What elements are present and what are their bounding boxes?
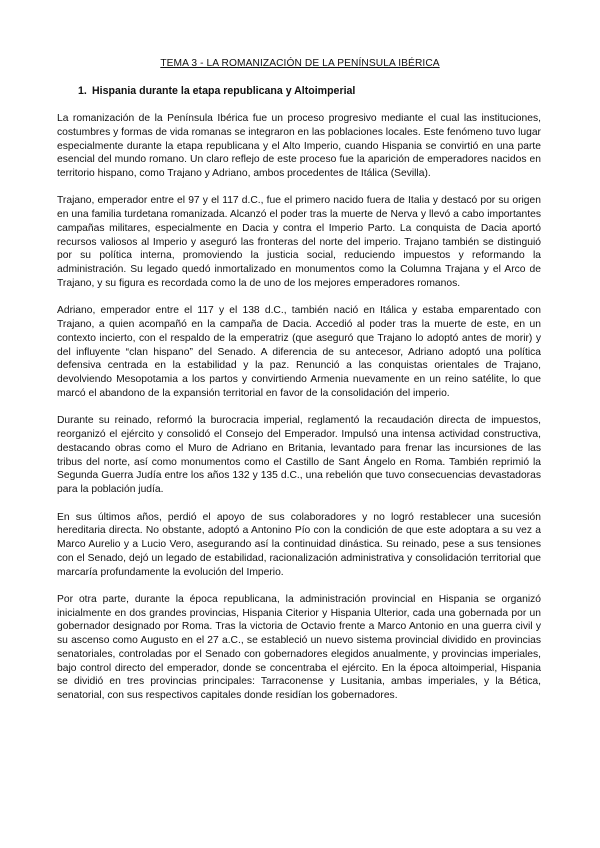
section-heading-text: Hispania durante la etapa republicana y Altoimperial [92,85,356,97]
paragraph-reinado: Durante su reinado, reformó la burocracia imperial, reglamentó la recaudación directa de impuestos, reorganizó el ejército y consolidó el Consejo del Emperador. Impulsó una intensa actividad constructiva, destacando obras como el Muro de Adriano en Britania, levantado para frenar las incursiones de las tribus del norte, así como monumentos como el Castillo de Sant Ángelo en Roma. También reprimió la Segunda Guerra Judía entre los años 132 y 135 d.C., una rebelión que tuvo consecuencias devastadoras para la población judía. [57,415,541,496]
section-heading [78,85,355,97]
paragraph-ultimos-anos: En sus últimos años, perdió el apoyo de sus colaboradores y no logró restablecer una sucesión hereditaria directa. No obstante, adoptó a Antonino Pío con la condición de que este adoptara a su vez a Marco Aurelio y a Lucio Vero, asegurando así la continuidad dinástica. Su reinado, pese a sus tensiones con el Senado, dejó un legado de estabilidad, racionalización administrativa y consolidación territorial que marcaría profundamente la evolución del Imperio. [57,511,541,578]
section-number: 1. [78,85,87,97]
document-body [57,112,541,717]
paragraph-intro: La romanización de la Península Ibérica fue un proceso progresivo mediante el cual las instituciones, costumbres y formas de vida romanas se integraron en las poblaciones locales. Este fenómeno tuvo lugar especialmente durante la etapa republicana y el Alto Imperio, cuando Hispania se convirtió en una parte esencial del mundo romano. Un claro reflejo de este proceso fue la aparición de emperadores nacidos en territorio hispano, como Trajano y Adriano, ambos procedentes de Itálica (Sevilla). [57,113,541,179]
paragraph-adriano: Adriano, emperador entre el 117 y el 138 d.C., también nació en Itálica y estaba emparentado con Trajano, a quien acompañó en la campaña de Dacia. Accedió al poder tras la muerte de este, en un contexto incierto, con el respaldo de la emperatriz (que aseguró que Trajano lo adoptó antes de morir) y del influyente “clan hispano” del Senado. A diferencia de su antecesor, Adriano adoptó una política defensiva centrada en la estabilidad y la paz. Renunció a las conquistas orientales de Trajano, devolviendo Mesopotamia a los partos y convirtiendo Armenia nuevamente en un reino satélite, lo que marcó el abandono de la expansión territorial en favor de la consolidación del imperio. [57,305,541,399]
paragraph-administracion: Por otra parte, durante la época republicana, la administración provincial en Hispania se organizó inicialmente en dos grandes provincias, Hispania Citerior y Hispania Ulterior, cada una gobernada por un gobernador designado por Roma. Tras la victoria de Octavio frente a Marco Antonio en una guerra civil y su ascenso como Augusto en el 27 a.C., se estableció un nuevo sistema provincial dividido en provincias senatoriales, controladas por el Senado con gobernadores elegidos anualmente, y provincias imperiales, bajo control directo del emperador, donde se concentraba el ejército. En la época altoimperial, Hispania se dividió en tres provincias principales: Tarraconense y Lusitania, ambas imperiales, y la Bética, senatorial, con sus respectivos capitales donde residían los gobernadores. [57,593,541,702]
paragraph-trajano: Trajano, emperador entre el 97 y el 117 d.C., fue el primero nacido fuera de Italia y destacó por su origen en una familia turdetana romanizada. Alcanzó el poder tras la muerte de Nerva y llevó a cabo importantes campañas militares, especialmente en Dacia y contra el Imperio Parto. La conquista de Dacia aportó recursos valiosos al Imperio y aseguró las fronteras del norte del imperio. Trajano también se distinguió por su política interna, promoviendo la justicia social, reduciendo impuestos y reformando la administración. Su legado quedó inmortalizado en monumentos como la Columna Trajana y el Arco de Trajano, y su figura es recordada como la de uno de los mejores emperadores romanos. [57,195,541,289]
document-title: TEMA 3 - LA ROMANIZACIÓN DE LA PENÍNSULA IBÉRICA [160,58,440,69]
